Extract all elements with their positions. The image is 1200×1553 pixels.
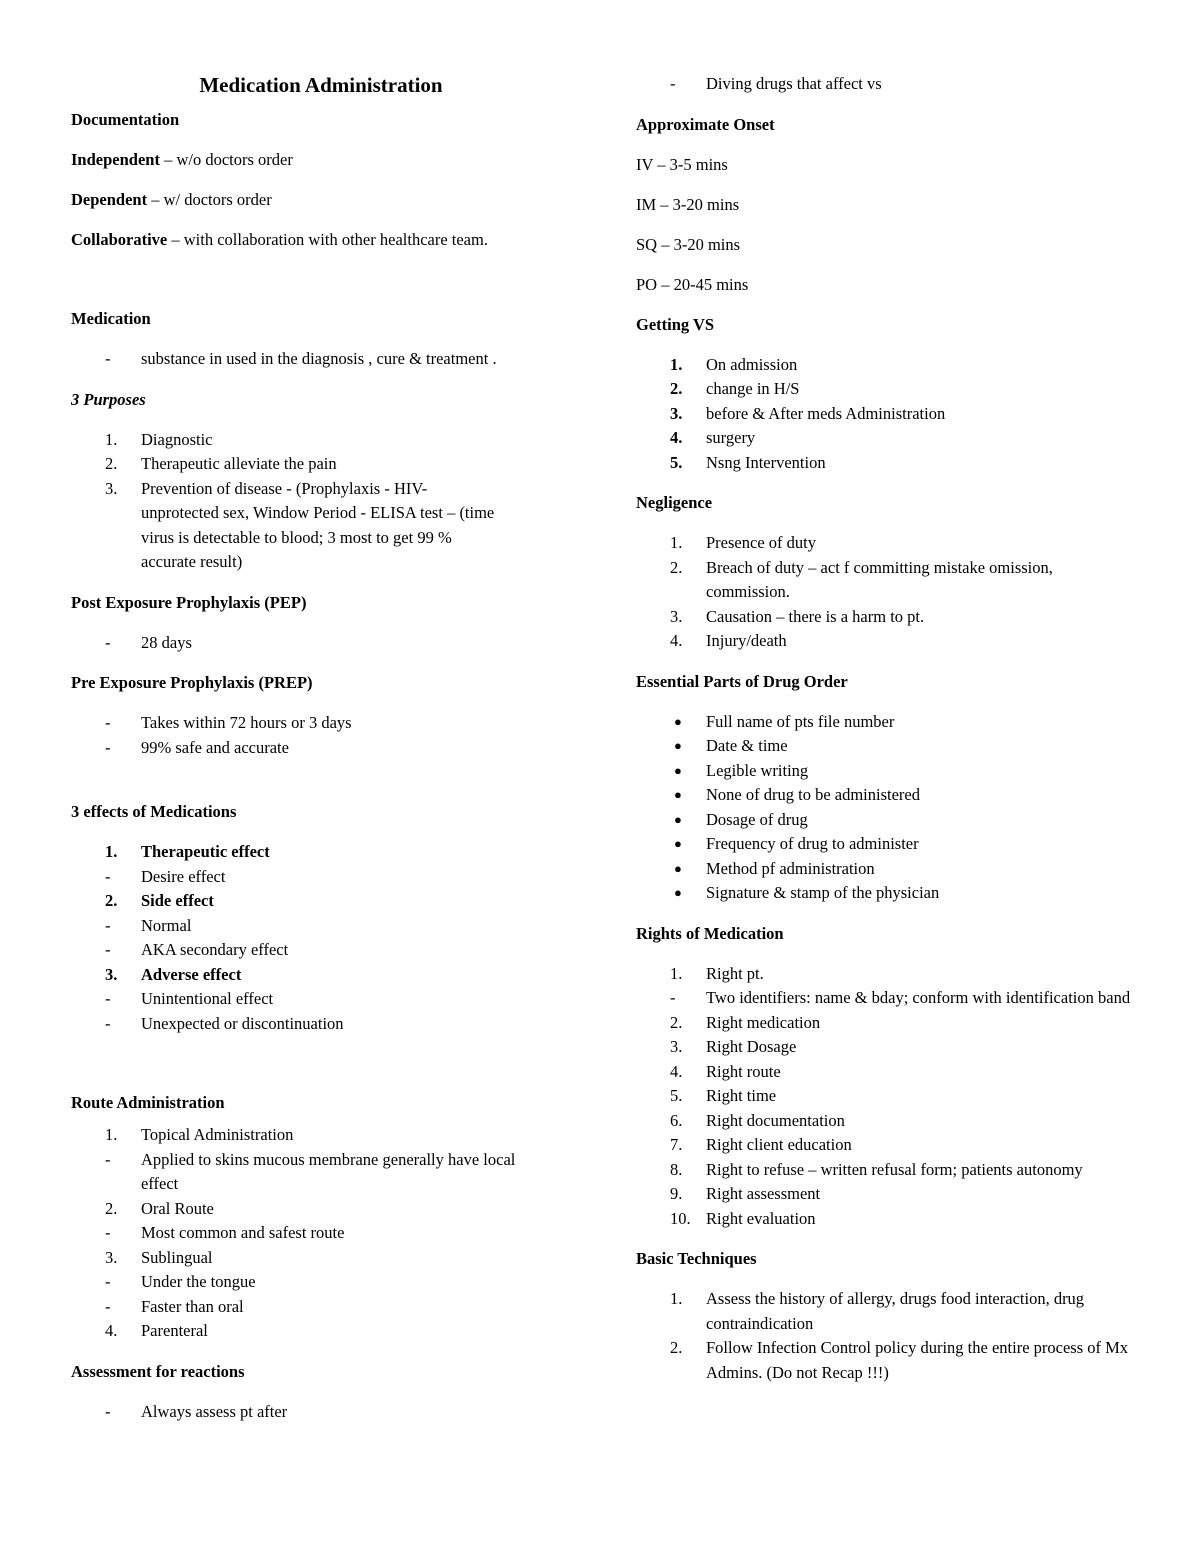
list-item: - AKA secondary effect	[105, 940, 289, 959]
left-column	[71, 60, 571, 1424]
collaborative-line: Collaborative – with collaboration with other healthcare team.	[71, 230, 488, 249]
list-item: - Always assess pt after	[105, 1401, 288, 1421]
purposes-heading: 3 Purposes	[71, 389, 146, 409]
list-item: 3. Right Dosage	[670, 1037, 797, 1056]
pep-heading: Post Exposure Prophylaxis (PEP)	[71, 592, 307, 612]
list-item: 3. Prevention of disease - (Prophylaxis - HIV- unprotected sex, Window Period - ELISA test – (time virus is detectable to blood; 3 most to get 99 % accurate result)	[105, 478, 495, 571]
route-heading: Route Administration	[71, 1093, 225, 1112]
onset-heading: Approximate Onset	[636, 114, 775, 134]
list-item: 1. Therapeutic effect	[105, 842, 270, 861]
list-item: ● Dosage of drug	[636, 808, 1136, 833]
onset-iv: IV – 3-5 mins	[636, 154, 728, 174]
list-item: - Takes within 72 hours or 3 days	[105, 713, 352, 732]
rights-heading: Rights of Medication	[636, 923, 784, 943]
onset-po: PO – 20-45 mins	[636, 274, 749, 294]
list-item: 10. Right evaluation	[670, 1208, 816, 1228]
list-item: - Most common and safest route	[105, 1223, 345, 1242]
list-item: 4. Parenteral	[105, 1321, 208, 1340]
bullet-icon: ●	[674, 860, 682, 876]
list-item: 1. Assess the history of allergy, drugs food interaction, drug contraindication	[670, 1289, 1085, 1333]
bullet-icon: ●	[674, 836, 682, 851]
effects-heading: 3 effects of Medications	[71, 802, 237, 821]
page-title: Medication Administration	[199, 73, 443, 97]
negligence-heading: Negligence	[636, 493, 713, 512]
list-item: 2. Breach of duty – act f committing mistake omission, commission.	[670, 557, 1053, 601]
list-item: 3. before & After meds Administration	[670, 403, 946, 423]
list-item: ● Full name of pts file number	[636, 710, 1136, 735]
list-item: - Diving drugs that affect vs	[670, 74, 882, 93]
list-item: 3. Sublingual	[105, 1247, 213, 1267]
techniques-heading: Basic Techniques	[636, 1249, 757, 1268]
list-item: - Under the tongue	[105, 1272, 256, 1291]
list-item: 2. Side effect	[105, 891, 214, 910]
list-item: 2. Therapeutic alleviate the pain	[105, 454, 337, 473]
list-item: 3. Adverse effect	[105, 964, 242, 984]
list-item: 8. Right to refuse – written refusal form; patients autonomy	[670, 1159, 1083, 1179]
list-item: 1. Right pt.	[670, 963, 764, 983]
bullet-icon: ●	[674, 811, 682, 827]
list-item: ● Method pf administration	[636, 857, 1136, 882]
list-item: 1. Topical Administration	[105, 1125, 294, 1144]
prep-heading: Pre Exposure Prophylaxis (PREP)	[71, 673, 313, 692]
list-item: - 99% safe and accurate	[105, 737, 289, 757]
assessment-heading: Assessment for reactions	[71, 1361, 245, 1381]
list-item: - Desire effect	[105, 866, 226, 886]
list-item: 5. Right time	[670, 1086, 777, 1105]
medication-heading: Medication	[71, 309, 151, 328]
list-item: 5. Nsng Intervention	[670, 452, 826, 472]
list-item: 4. Right route	[670, 1061, 781, 1081]
bullet-icon: ●	[674, 787, 682, 802]
list-item: 2. Right medication	[670, 1012, 821, 1032]
right-column	[636, 72, 1136, 1385]
list-item: 1. On admission	[670, 354, 798, 374]
list-item: - Two identifiers: name & bday; conform with identification band	[670, 988, 1131, 1007]
dependent-line: Dependent – w/ doctors order	[71, 190, 272, 209]
list-item: 4. Injury/death	[670, 631, 787, 650]
list-item: ● Signature & stamp of the physician	[636, 881, 1136, 906]
list-item: ● Date & time	[636, 734, 1136, 759]
bullet-icon: ●	[674, 762, 682, 778]
list-item: - Applied to skins mucous membrane generally have local effect	[105, 1149, 516, 1193]
list-item: 9. Right assessment	[670, 1184, 821, 1203]
list-item: 2. change in H/S	[670, 379, 800, 398]
list-item: - Unexpected or discontinuation	[105, 1013, 344, 1033]
bullet-icon: ●	[674, 738, 682, 753]
list-item: 4. surgery	[670, 428, 756, 447]
onset-im: IM – 3-20 mins	[636, 194, 740, 214]
list-item: 2. Oral Route	[105, 1198, 214, 1218]
bullet-icon: ●	[674, 713, 682, 729]
list-item: - Unintentional effect	[105, 989, 274, 1008]
list-item: ● Frequency of drug to administer	[636, 832, 1136, 857]
list-item: 1. Diagnostic	[105, 429, 213, 449]
list-item: 6. Right documentation	[670, 1110, 845, 1130]
bullet-icon: ●	[674, 885, 682, 900]
onset-sq: SQ – 3-20 mins	[636, 234, 741, 254]
list-item: 3. Causation – there is a harm to pt.	[670, 606, 925, 626]
list-item: - Faster than oral	[105, 1296, 244, 1316]
list-item: 1. Presence of duty	[670, 533, 816, 552]
documentation-heading: Documentation	[71, 110, 180, 129]
list-item: 7. Right client education	[670, 1135, 852, 1154]
list-item: - 28 days	[105, 632, 192, 652]
list-item: - Normal	[105, 915, 192, 935]
list-item: ● None of drug to be administered	[636, 783, 1136, 808]
vs-heading: Getting VS	[636, 314, 715, 334]
independent-line: Independent – w/o doctors order	[71, 150, 293, 169]
list-item: - substance in used in the diagnosis , cure & treatment .	[105, 349, 497, 368]
list-item: ● Legible writing	[636, 759, 1136, 784]
list-item: 2. Follow Infection Control policy during the entire process of Mx Admins. (Do not Recap !!!)	[670, 1338, 1129, 1382]
drug-order-heading: Essential Parts of Drug Order	[636, 671, 848, 691]
